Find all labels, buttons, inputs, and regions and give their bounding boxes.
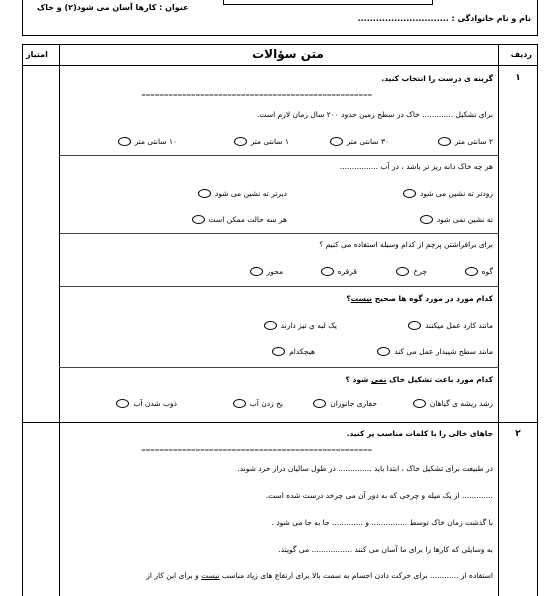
radio-circle[interactable]: [234, 137, 247, 146]
q2-line4: به وسایلی که کارها را برای ما آسان می کنند ................. می گویند.: [278, 545, 493, 554]
q2-separator: ===================================================: [141, 447, 372, 454]
radio-circle[interactable]: [438, 137, 451, 146]
q1-instruction: گزینه ی درست را انتخاب کنید.: [381, 74, 493, 83]
radio-circle[interactable]: [272, 347, 285, 356]
header-top-box: [223, 0, 433, 5]
q1-item2-option1[interactable]: زودتر ته نشین می شود: [403, 189, 493, 198]
q2-line5: استفاده از ............ برای حرکت دادن اجسام به سمت بالا برای ارتفاع های زیاد مناسب نیست و برای این کار از: [146, 571, 493, 580]
q1-item5-option4[interactable]: ذوب شدن آب: [116, 399, 177, 408]
q1-item5-option3[interactable]: یخ زدن آب: [233, 399, 283, 408]
q1-item5-text: کدام مورد باعث تشکیل خاک نمی شود ؟: [345, 375, 493, 384]
item-divider: [59, 286, 499, 287]
question-number: ۱: [515, 73, 521, 83]
radio-circle[interactable]: [465, 267, 478, 276]
q1-item1-option2[interactable]: ۳۰ سانتی متر: [330, 137, 389, 146]
q1-item2-option3[interactable]: ته نشین نمی شود: [420, 215, 493, 224]
questions-table: [22, 44, 538, 596]
radio-circle[interactable]: [413, 399, 426, 408]
q2-line2: ............. از یک میله و چرخی که به دور آن می چرخد درست شده است.: [265, 491, 493, 500]
item-divider: [59, 155, 499, 156]
q1-item4-text: کدام مورد در مورد گوه ها صحیح نیست؟: [346, 294, 493, 303]
q1-item4-option3[interactable]: مانند سطح شیبدار عمل می کند: [377, 347, 493, 356]
radio-circle[interactable]: [233, 399, 246, 408]
q1-item3-option3[interactable]: قرقره: [321, 267, 357, 276]
q1-item3-option2[interactable]: چرخ: [396, 267, 427, 276]
row-column-divider: [498, 45, 499, 596]
q1-item1-option4[interactable]: ۱۰ سانتی متر: [118, 137, 177, 146]
question-number: ۲: [515, 429, 521, 439]
student-name-label: نام و نام خانوادگی : ..............................: [357, 14, 531, 23]
score-column-divider: [59, 45, 60, 596]
item-divider: [59, 367, 499, 368]
radio-circle[interactable]: [313, 399, 326, 408]
radio-circle[interactable]: [250, 267, 263, 276]
q1-item4-option4[interactable]: هیچکدام: [272, 347, 315, 356]
radio-circle[interactable]: [377, 347, 390, 356]
radio-circle[interactable]: [420, 215, 433, 224]
col-header-score: امتیاز: [26, 50, 48, 59]
radio-circle[interactable]: [118, 137, 131, 146]
radio-circle[interactable]: [321, 267, 334, 276]
q1-item2-text: هر چه خاک دانه ریز تر باشد ، در آب ................: [339, 162, 493, 171]
q1-item3-option4[interactable]: محور: [250, 267, 283, 276]
q2-line3: با گذشت زمان خاک توسط ............... و ............. جا به جا می شود .: [271, 518, 493, 527]
worksheet-header: [22, 0, 538, 36]
q1-item3-text: برای برافراشتن پرچم از کدام وسیله استفاده می کنیم ؟: [319, 240, 493, 249]
q1-separator: ===================================================: [141, 92, 372, 99]
q2-line1: در طبیعت برای تشکیل خاک ، ابتدا باید .............. در طول سالیان دراز خرد شوند.: [237, 464, 493, 473]
header-row-divider: [23, 65, 537, 66]
radio-circle[interactable]: [403, 189, 416, 198]
radio-circle[interactable]: [198, 189, 211, 198]
q1-item5-option2[interactable]: حفاری جانوران: [313, 399, 377, 408]
worksheet-title: عنوان : کارها آسان می شود(۲) و خاک: [37, 3, 189, 12]
radio-circle[interactable]: [116, 399, 129, 408]
radio-circle[interactable]: [408, 321, 421, 330]
q1-item2-option4[interactable]: هر سه حالت ممکن است: [192, 215, 287, 224]
col-header-text: متن سؤالات: [252, 47, 324, 61]
q2-instruction: جاهای خالی را با کلمات مناسب پر کنید.: [346, 429, 493, 438]
q1-item5-option1[interactable]: رشد ریشه ی گیاهان: [413, 399, 493, 408]
radio-circle[interactable]: [192, 215, 205, 224]
item-divider: [59, 233, 499, 234]
radio-circle[interactable]: [396, 267, 409, 276]
q1-item3-option1[interactable]: گوه: [465, 267, 493, 276]
radio-circle[interactable]: [330, 137, 343, 146]
question-row-divider: [23, 422, 537, 423]
q1-item1-text: برای تشکیل ............. خاک در سطح زمین حدود ۲۰۰ سال زمان لازم است.: [257, 110, 493, 119]
q1-item4-option2[interactable]: یک لبه ی تیز دارند: [264, 321, 337, 330]
col-header-row: ردیف: [510, 50, 532, 59]
q1-item1-option3[interactable]: ۱ سانتی متر: [234, 137, 289, 146]
radio-circle[interactable]: [264, 321, 277, 330]
q1-item1-option1[interactable]: ۲ سانتی متر: [438, 137, 493, 146]
q1-item2-option2[interactable]: دیرتر ته نشین می شود: [198, 189, 287, 198]
q1-item4-option1[interactable]: مانند کارد عمل میکنند: [408, 321, 493, 330]
